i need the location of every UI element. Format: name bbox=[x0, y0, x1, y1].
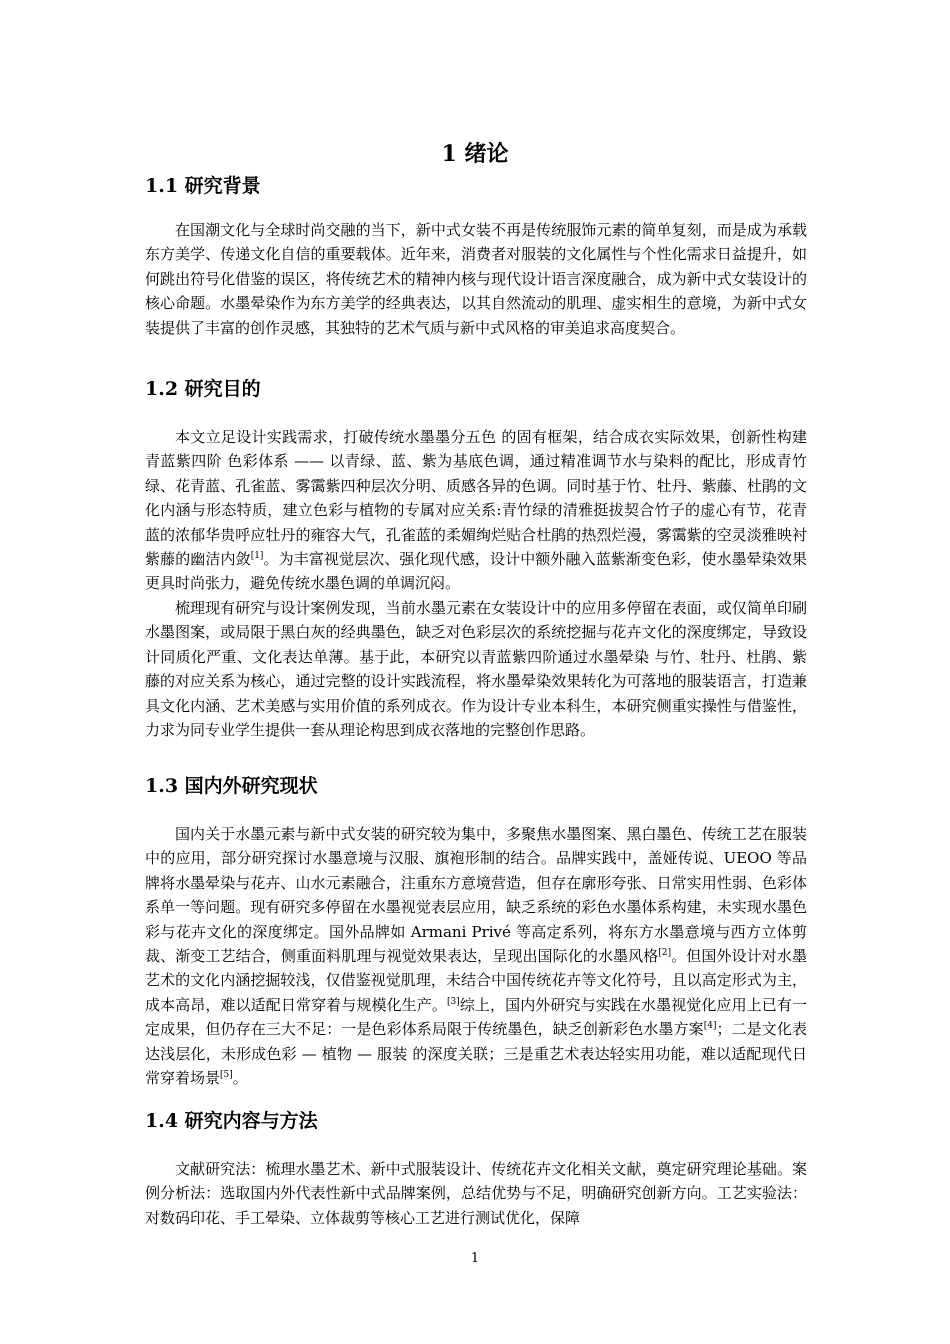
paragraph-status-text-b: 。但国外设计对水墨艺术的文化内涵挖掘较浅，仅借鉴视觉肌理，未结合中国传统花卉等文化符号，且以高定形式为主，成本高昂，难以适配日常穿着与规模化生产。 bbox=[145, 947, 807, 1014]
paragraph-purpose-1 bbox=[145, 425, 807, 596]
citation-3: [3] bbox=[446, 996, 460, 1007]
paragraph-status-text-a: 国内关于水墨元素与新中式女装的研究较为集中，多聚焦水墨图案、黑白墨色、传统工艺在服装中的应用，部分研究探讨水墨意境与汉服、旗袍形制的结合。品牌实践中，盖娅传说、UEOO 等品牌将水墨晕染与花卉、山水元素融合，注重东方意境营造，但存在廓形夸张、日常实用性弱、色彩体系单一等问题。现有研究多停留在水墨视觉表层应用，缺乏系统的彩色水墨体系构建，未实现水墨色彩与花卉文化的深度绑定。国外品牌如 Armani Privé 等高定系列，将东方水墨意境与西方立体剪裁、渐变工艺结合，侧重面料肌理与视觉效果表达，呈现出国际化的水墨风格 bbox=[145, 825, 807, 966]
citation-2: [2] bbox=[658, 948, 672, 959]
paragraph-status-text-c: 综上，国内外研究与实践在水墨视觉化应用上已有一定成果，但仍存在三大不足：一是色彩体系局限于传统墨色，缺乏创新彩色水墨方案 bbox=[145, 995, 807, 1039]
citation-1: [1] bbox=[250, 551, 264, 562]
section-title-purpose: 1.2 研究目的 bbox=[145, 378, 261, 400]
paragraph-purpose-1-tail: 。为丰富视觉层次、强化现代感，设计中额外融入蓝紫渐变色彩，使水墨晕染效果更具时尚张力，避免传统水墨色调的单调沉闷。 bbox=[145, 550, 807, 593]
section-title-methods: 1.4 研究内容与方法 bbox=[145, 1110, 318, 1132]
paragraph-purpose-1-text: 本文立足设计实践需求，打破传统水墨墨分五色 的固有框架，结合成衣实际效果，创新性构建青蓝紫四阶 色彩体系 —— 以青绿、蓝、紫为基底色调，通过精准调节水与染料的配比，形成青竹绿、花青蓝、孔雀蓝、雾霭紫四种层次分明、质感各异的色调。同时基于竹、牡丹、紫藤、杜鹃的文化内涵与形态特质，建立色彩与植物的专属对应关系:青竹绿的清雅挺拔契合竹子的虚心有节，花青蓝的浓郁华贵呼应牡丹的雍容大气，孔雀蓝的柔媚绚烂贴合杜鹃的热烈烂漫，雾霭紫的空灵淡雅映衬紫藤的幽洁内敛 bbox=[145, 428, 807, 569]
paragraph-methods: 文献研究法：梳理水墨艺术、新中式服装设计、传统花卉文化相关文献，奠定研究理论基础。案例分析法：选取国内外代表性新中式品牌案例，总结优势与不足，明确研究创新方向。工艺实验法：对数码印花、手工晕染、立体裁剪等核心工艺进行测试优化，保障 bbox=[145, 1160, 807, 1227]
citation-5: [5] bbox=[220, 1070, 233, 1081]
chapter-title: 1 绪论 bbox=[441, 141, 509, 167]
paragraph-status-text-d: ；二是文化表达浅层化，未形成色彩 — 植物 — 服装 的深度关联；三是重艺术表达轻实用功能，难以适配现代日常穿着场景 bbox=[145, 1020, 807, 1088]
citation-4: [4] bbox=[703, 1021, 717, 1032]
paragraph-status bbox=[145, 822, 807, 1090]
section-title-background: 1.1 研究背景 bbox=[145, 175, 261, 197]
paragraph-purpose-2: 梳理现有研究与设计案例发现，当前水墨元素在女装设计中的应用多停留在表面，或仅简单印刷水墨图案，或局限于黑白灰的经典墨色，缺乏对色彩层次的系统挖掘与花卉文化的深度绑定，导致设计同质化严重、文化表达单薄。基于此，本研究以青蓝紫四阶通过水墨晕染 与竹、牡丹、杜鹃、紫藤的对应关系为核心，通过完整的设计实践流程，将水墨晕染效果转化为可落地的服装语言，打造兼具文化内涵、艺术美感与实用价值的系列成衣。作为设计专业本科生，本研究侧重实操性与借鉴性，力求为同专业学生提供一套从理论构思到成衣落地的完整创作思路。 bbox=[145, 599, 807, 740]
section-title-status: 1.3 国内外研究现状 bbox=[145, 775, 318, 797]
page-number: 1 bbox=[470, 1251, 480, 1266]
paragraph-background: 在国潮文化与全球时尚交融的当下，新中式女装不再是传统服饰元素的简单复刻，而是成为承载东方美学、传递文化自信的重要载体。近年来，消费者对服装的文化属性与个性化需求日益提升，如何跳出符号化借鉴的误区，将传统艺术的精神内核与现代设计语言深度融合，成为新中式女装设计的核心命题。水墨晕染作为东方美学的经典表达，以其自然流动的肌理、虚实相生的意境，为新中式女装提供了丰富的创作灵感，其独特的艺术气质与新中式风格的审美追求高度契合。 bbox=[145, 221, 807, 337]
paragraph-status-text-e: 。 bbox=[232, 1069, 248, 1088]
